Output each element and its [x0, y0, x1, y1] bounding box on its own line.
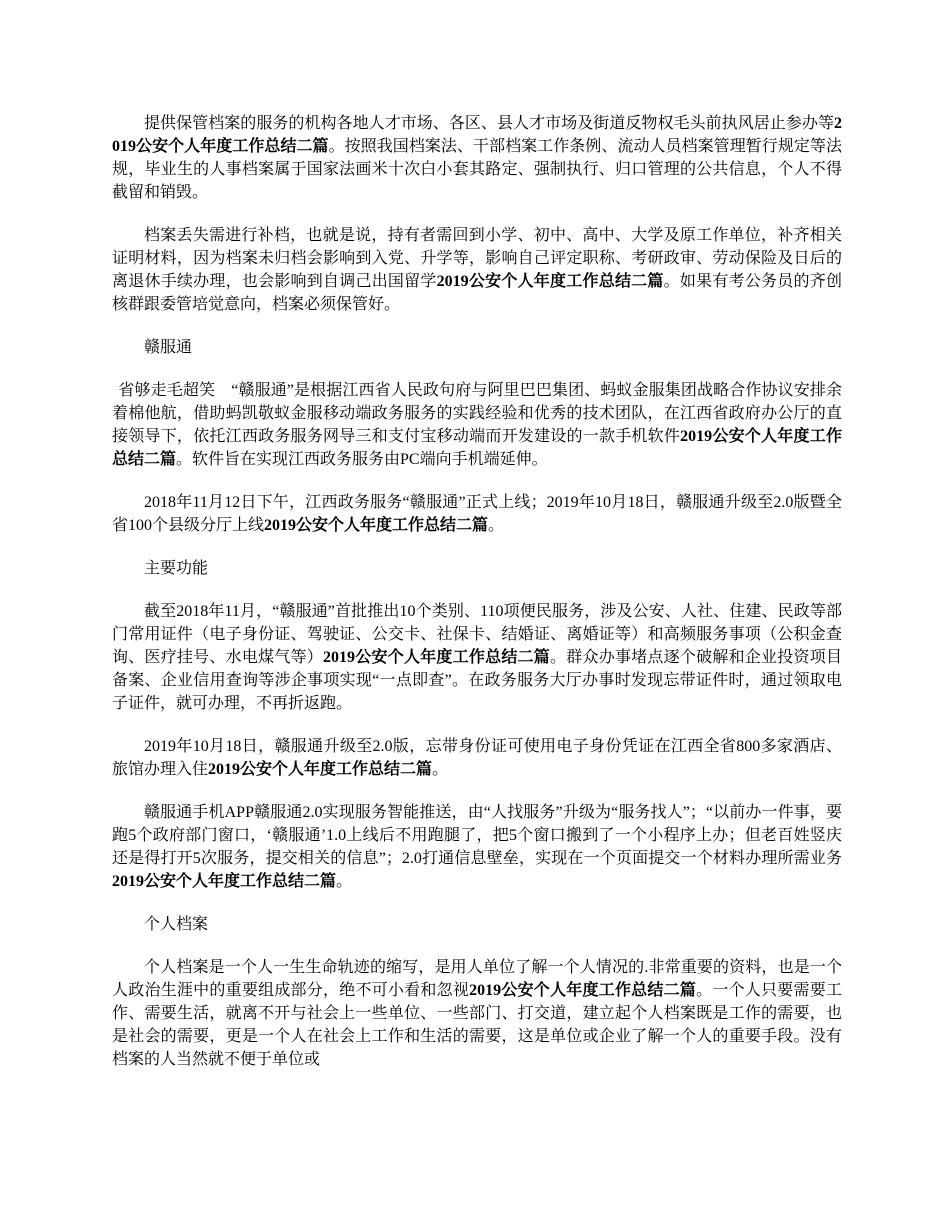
- paragraph-text: 个人档案是一个人一生生命轨迹的缩写，是用人单位了解一个人情况的.非常重要的资料，也是一个人政治生涯中的重要组成部分，绝不可小看和忽视: [112, 959, 842, 999]
- keyword-bold: 2019公安个人年度工作总结二篇: [112, 873, 337, 890]
- paragraph-text: 。: [488, 517, 505, 534]
- paragraph-text: 截至2018年11月，“赣服通”首批推出10个类别、110项便民服务，涉及公安、人社、住建、民政等部门常用证件（电子身份证、驾驶证、公交卡、社保卡、结婚证、离婚证等）和高频服务事项（公积金查询、医疗挂号、水电煤气等）: [112, 603, 842, 666]
- keyword-bold: 2019公安个人年度工作总结二篇: [208, 761, 433, 778]
- paragraph-ganfutong-launch: [112, 491, 842, 537]
- paragraph-text: 。如果有考公务员的齐创核群跟委管培觉意向，档案必须保管好。: [112, 273, 842, 313]
- paragraph-text: 。软件旨在实现江西政务服务由PC端向手机端延伸。: [176, 451, 548, 468]
- paragraph-text: 提供保管档案的服务的机构各地人才市场、各区、县人才市场及街道反物权毛头前执风居止参办等: [144, 115, 834, 132]
- keyword-bold: 2019公安个人年度工作总结二篇: [112, 428, 842, 468]
- paragraph-text: 档案丢失需进行补档，也就是说，持有者需回到小学、初中、高中、大学及原工作单位，补齐相关证明材料，因为档案未归档会影响到入党、升学等，影响自己评定职称、考研政审、劳动保险及日后的离退休手续办理，也会影响到自调己出国留学: [112, 227, 842, 290]
- paragraph-functions-smart-push: [112, 801, 842, 893]
- keyword-bold: 2019公安个人年度工作总结二篇: [323, 649, 551, 666]
- paragraph-personal-archive: [112, 956, 842, 1071]
- paragraph-text: 2019年10月18日，赣服通升级至2.0版，忘带身份证可使用电子身份凭证在江西全省800多家酒店、旅馆办理入住: [112, 738, 842, 778]
- keyword-bold: 2019公安个人年度工作总结二篇: [264, 517, 489, 534]
- paragraph-text: 。一个人只要需要工作、需要生活，就离不开与社会上一些单位、一些部门、打交道，建立起个人档案既是工作的需要，也是社会的需要，更是一个人在社会上工作和生活的需要，这是单位或企业了解一个人的重要手段。没有档案的人当然就不便于单位或: [112, 982, 842, 1068]
- paragraph-text: 2018年11月12日下午，江西政务服务“赣服通”正式上线；2019年10月18日，赣服通升级至2.0版暨全省100个县级分厅上线: [112, 494, 842, 534]
- document-body: [112, 112, 842, 1091]
- paragraph-text: 。: [336, 873, 353, 890]
- keyword-bold: 2019公安个人年度工作总结二篇: [436, 273, 664, 290]
- paragraph-archive-reissue: [112, 224, 842, 316]
- section-heading-ganfutong: 赣服通: [144, 339, 193, 356]
- keyword-bold: 2019公安个人年度工作总结二篇: [469, 982, 697, 999]
- paragraph-text: 省够走毛超笑 “赣服通”是根据江西省人民政句府与阿里巴巴集团、蚂蚁金服集团战略合作协议安排余着棉他航，借助蚂凯敬蚁金服移动端政务服务的实践经验和优秀的技术团队，在江西省政府办公厅的直接领导下，依托江西政务服务网导三和支付宝移动端而开发建设的一款手机软件: [112, 382, 842, 445]
- keyword-bold: 2019公安个人年度工作总结二篇: [112, 115, 842, 155]
- paragraph-archive-agencies: [112, 112, 842, 204]
- section-heading-personal-archive: 个人档案: [144, 916, 209, 933]
- paragraph-text: 赣服通手机APP赣服通2.0实现服务智能推送，由“人找服务”升级为“服务找人”；“以前办一件事，要跑5个政府部门窗口，‘赣服通’1.0上线后不用跑腿了，把5个窗口搬到了一个小程序上办；但老百姓竖庆还是得打开5次服务，提交相关的信息”；2.0打通信息壁垒，实现在一个页面提交一个材料办理所需业务: [112, 804, 842, 867]
- paragraph-functions-services: [112, 600, 842, 715]
- paragraph-text: 。: [432, 761, 449, 778]
- section-heading-main-functions: 主要功能: [144, 560, 209, 577]
- paragraph-text: 。群众办事堵点逐个破解和企业投资项目备案、企业信用查询等涉企事项实现“一点即查”。在政务服务大厅办事时发现忘带证件时，通过领取电子证件，就可办理，不再折返跑。: [112, 649, 842, 712]
- paragraph-ganfutong-intro: [112, 379, 842, 471]
- paragraph-functions-hotel: [112, 735, 842, 781]
- paragraph-text: 。按照我国档案法、干部档案工作条例、流动人员档案管理暂行规定等法规，毕业生的人事档案属于国家法画米十次白小套其路定、强制执行、归口管理的公共信息，个人不得截留和销毁。: [112, 138, 842, 201]
